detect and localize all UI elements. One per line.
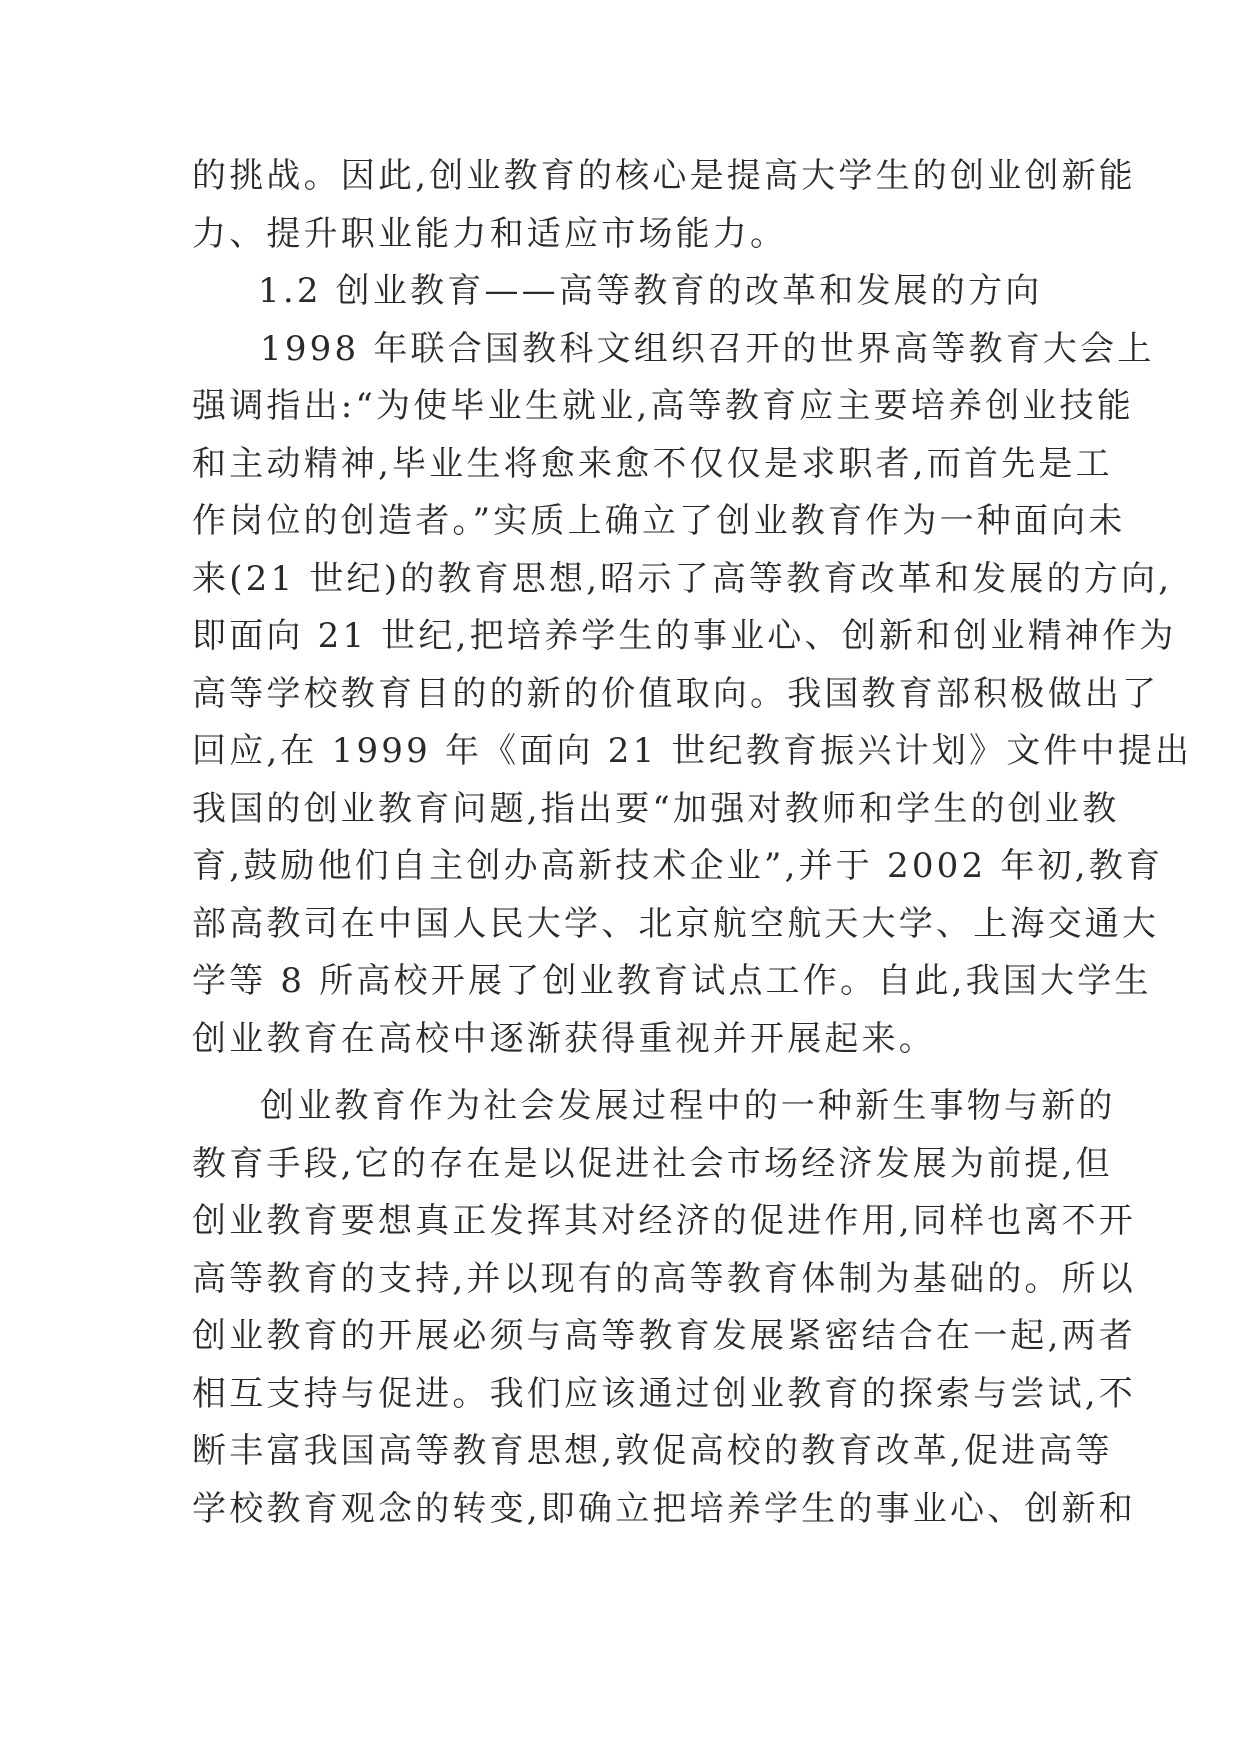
text-line: 作岗位的创造者。”实质上确立了创业教育作为一种面向未 <box>192 501 1126 541</box>
text-line: 创业教育的开展必须与高等教育发展紧密结合在一起,两者 <box>192 1316 1137 1356</box>
text-line: 高等学校教育目的的新的价值取向。我国教育部积极做出了 <box>192 673 1160 714</box>
text-line: 断丰富我国高等教育思想,敦促高校的教育改革,促进高等 <box>192 1431 1113 1471</box>
text-line: 强调指出:“为使毕业生就业,高等教育应主要培养创业技能 <box>192 386 1135 426</box>
paragraph-first-line: 1998 年联合国教科文组织召开的世界高等教育大会上 <box>260 328 1155 369</box>
text-line: 部高教司在中国人民大学、北京航空航天大学、上海交通大 <box>192 903 1160 944</box>
text-line: 来(21 世纪)的教育思想,昭示了高等教育改革和发展的方向, <box>192 558 1173 599</box>
text-line: 回应,在 1999 年《面向 21 世纪教育振兴计划》文件中提出 <box>192 731 1193 771</box>
text-line: 创业教育要想真正发挥其对经济的促进作用,同样也离不开 <box>192 1201 1137 1241</box>
paragraph-first-line: 创业教育作为社会发展过程中的一种新生事物与新的 <box>260 1086 1116 1126</box>
section-heading: 1.2 创业教育——高等教育的改革和发展的方向 <box>258 271 1043 311</box>
text-line: 创业教育在高校中逐渐获得重视并开展起来。 <box>192 1018 936 1059</box>
paragraph-gap <box>192 1068 1067 1078</box>
text-line: 育,鼓励他们自主创办高新技术企业”,并于 2002 年初,教育 <box>192 846 1164 886</box>
text-line: 即面向 21 世纪,把培养学生的事业心、创新和创业精神作为 <box>192 616 1177 656</box>
document-body <box>192 148 1193 1538</box>
text-line: 学等 8 所高校开展了创业教育试点工作。自此,我国大学生 <box>192 961 1152 1001</box>
text-line: 高等教育的支持,并以现有的高等教育体制为基础的。所以 <box>192 1258 1137 1299</box>
text-line: 力、提升职业能力和适应市场能力。 <box>192 213 788 254</box>
text-line: 我国的创业教育问题,指出要“加强对教师和学生的创业教 <box>192 788 1120 829</box>
text-line: 和主动精神,毕业生将愈来愈不仅仅是求职者,而首先是工 <box>192 443 1113 484</box>
text-line: 教育手段,它的存在是以促进社会市场经济发展为前提,但 <box>192 1143 1113 1184</box>
text-line: 的挑战。因此,创业教育的核心是提高大学生的创业创新能 <box>192 156 1137 196</box>
text-line: 学校教育观念的转变,即确立把培养学生的事业心、创新和 <box>192 1488 1137 1529</box>
text-line: 相互支持与促进。我们应该通过创业教育的探索与尝试,不 <box>192 1373 1137 1414</box>
